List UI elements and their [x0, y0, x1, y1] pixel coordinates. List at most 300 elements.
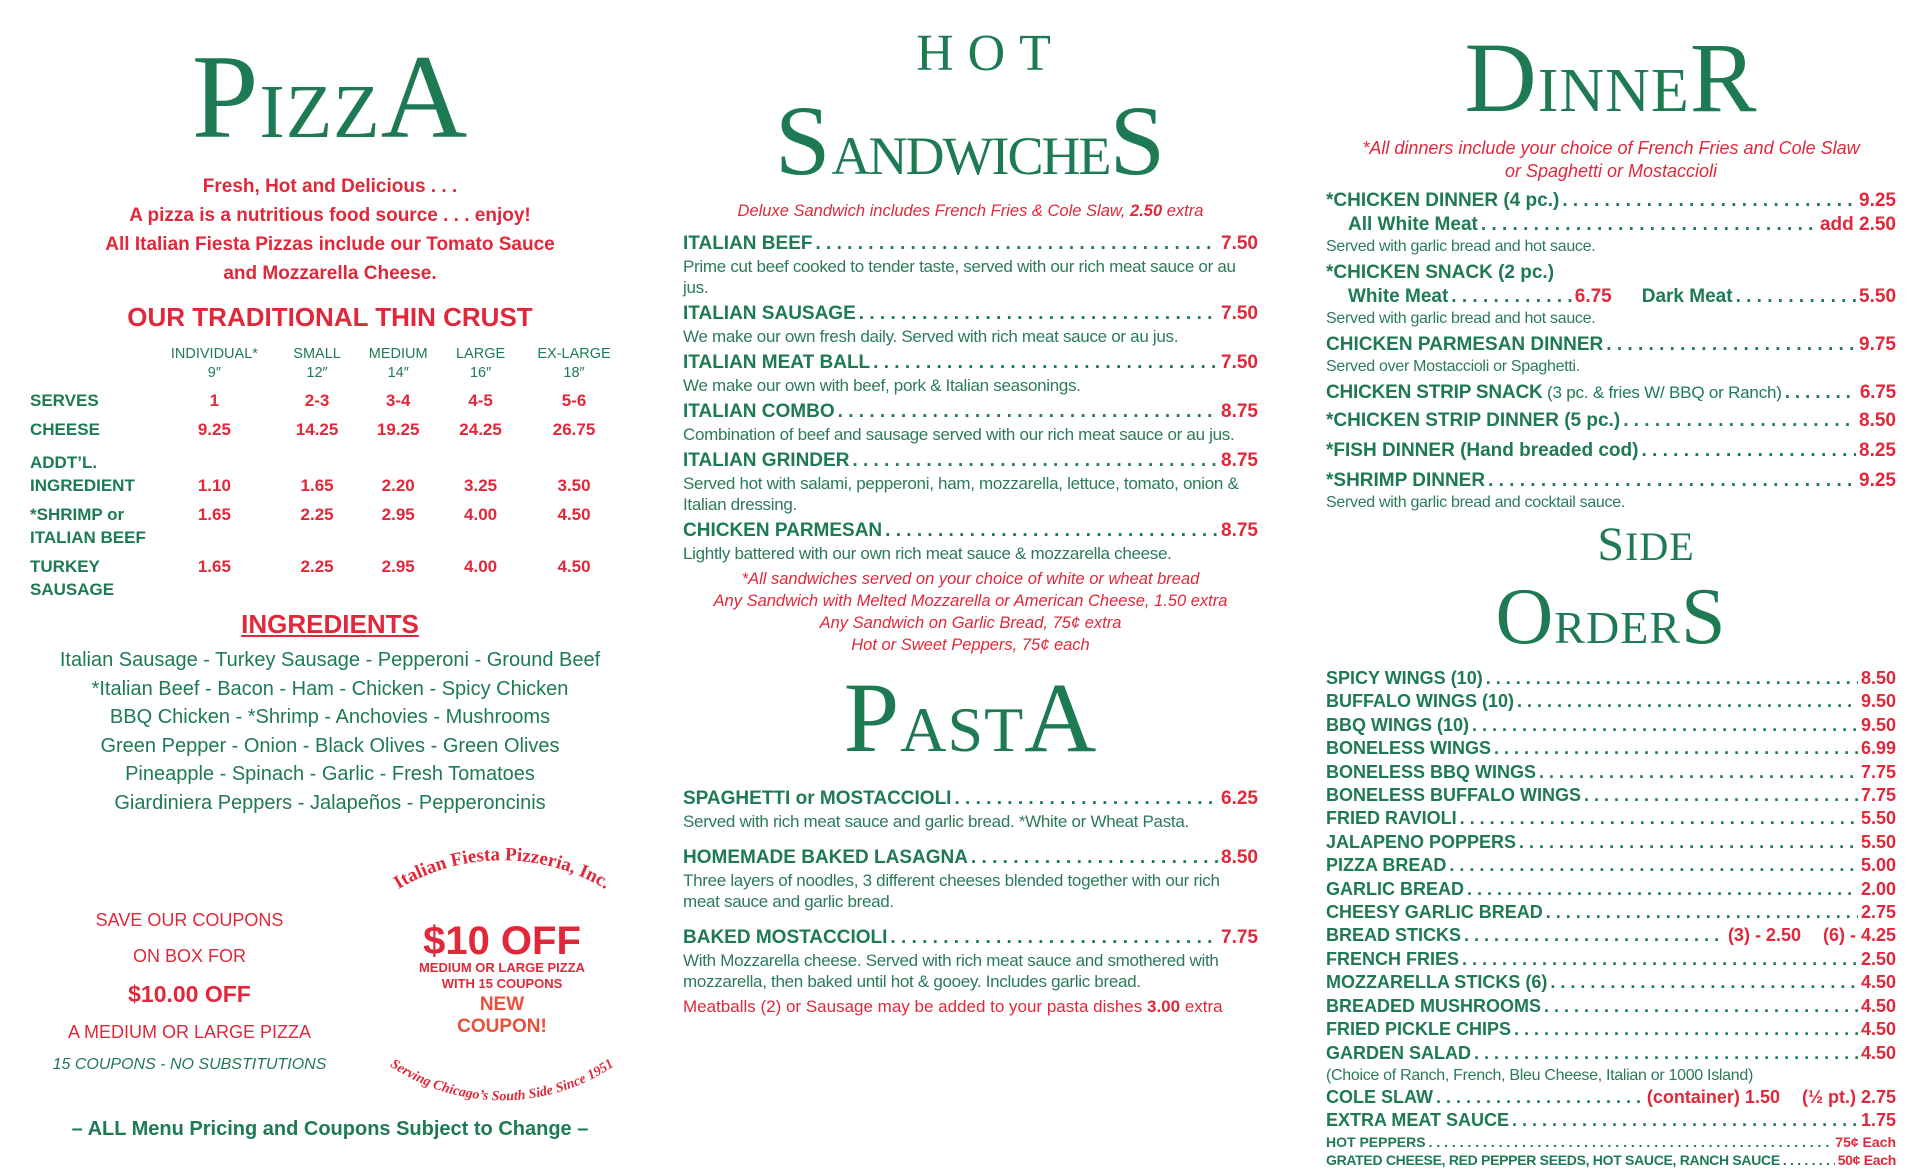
dot-leader	[1550, 971, 1858, 994]
dot-leader	[1512, 1109, 1858, 1132]
sandwich-note: Hot or Sweet Peppers, 75¢ each	[851, 636, 1090, 654]
dot-leader	[1584, 784, 1858, 807]
price-cell: 4.00	[464, 505, 498, 524]
size-name: SMALL	[293, 346, 341, 362]
dot-leader	[1486, 667, 1858, 690]
size-inches: 12″	[306, 365, 328, 381]
price-cell: 3-4	[385, 391, 411, 410]
item-description: Served with garlic bread and cocktail sauce.	[1326, 494, 1625, 511]
pasta-note-text: Meatballs (2) or Sausage may be added to your pasta dishes	[683, 997, 1147, 1016]
dot-leader	[1449, 854, 1858, 877]
title-letters: INNE	[1537, 57, 1690, 125]
item-price: 2.75	[1860, 902, 1896, 923]
row-label-line: SAUSAGE	[30, 580, 115, 599]
menu-item	[1326, 667, 1896, 690]
pizza-table-row	[30, 383, 630, 412]
item-name: CHEESY GARLIC BREAD	[1326, 902, 1543, 923]
price-cell: 4.50	[557, 505, 591, 524]
item-name: BREAD STICKS	[1326, 925, 1462, 946]
menu-entry	[683, 846, 1258, 912]
item-name: EXTRA MEAT SAUCE	[1326, 1110, 1510, 1131]
title-side	[1326, 517, 1896, 572]
item-description: Three layers of noodles, 3 different cheeses blended together with our rich meat sauce and garlic bread.	[683, 871, 1220, 911]
menu-item	[1326, 807, 1896, 830]
title-letter: D	[1464, 22, 1538, 133]
item-name: BONELESS WINGS	[1326, 738, 1492, 759]
dot-leader	[873, 351, 1218, 375]
coupon-line: SAVE OUR COUPONS	[95, 910, 284, 930]
item-price: 7.75	[1860, 785, 1896, 806]
item-description: Prime cut beef cooked to tender taste, served with our rich meat sauce or au jus.	[683, 257, 1236, 297]
menu-entry	[1326, 831, 1896, 854]
sandwich-notes	[683, 568, 1258, 656]
side-items-group	[1326, 667, 1896, 924]
row-label-line: INGREDIENT	[30, 476, 135, 495]
ingredients-heading: INGREDIENTS	[241, 609, 419, 639]
item-name: FRIED PICKLE CHIPS	[1326, 1019, 1512, 1040]
menu-item	[683, 449, 1258, 473]
dot-leader	[1494, 737, 1858, 760]
size-header	[148, 345, 281, 383]
side-orders-title	[1326, 517, 1896, 663]
dot-leader	[1514, 1018, 1858, 1041]
dot-leader	[815, 232, 1218, 256]
size-header	[281, 345, 354, 383]
item-name: MOZZARELLA STICKS (6)	[1326, 972, 1548, 993]
side-orders-list	[1326, 667, 1896, 1169]
menu-entry	[1326, 667, 1896, 690]
deluxe-note	[683, 200, 1258, 222]
dot-leader	[1460, 807, 1858, 830]
item-price: (3) - 2.50	[1727, 925, 1801, 946]
price-cell: 2-3	[304, 391, 330, 410]
menu-item	[1326, 737, 1896, 760]
ingredients-line: Italian Sausage - Turkey Sausage - Pepperoni - Ground Beef	[59, 649, 601, 671]
item-price: (container) 1.50	[1646, 1086, 1780, 1107]
item-price: 6.75	[1859, 382, 1896, 403]
item-name: White Meat	[1348, 286, 1449, 307]
size-inches: 9″	[207, 365, 221, 381]
stamp-offer-sub: WITH 15 COUPONS	[441, 976, 563, 991]
pasta-list	[683, 787, 1258, 992]
title-sandwiches	[683, 83, 1258, 198]
title-orders	[1326, 572, 1896, 663]
item-price: 7.50	[1221, 303, 1258, 324]
item-description: (Choice of Ranch, French, Bleu Cheese, Italian or 1000 Island)	[1326, 1066, 1753, 1084]
menu-item	[683, 519, 1258, 543]
pizza-table-row	[30, 441, 630, 497]
price-cell: 2.25	[300, 557, 334, 576]
menu-item	[1326, 285, 1896, 309]
item-name: CHICKEN PARMESAN	[683, 520, 883, 541]
title-letter: S	[1680, 573, 1727, 661]
item-name: ITALIAN BEEF	[683, 233, 813, 254]
title-letters: IZZ	[259, 70, 381, 154]
menu-item	[683, 846, 1258, 870]
pasta-title	[683, 660, 1258, 775]
coupon-line: A MEDIUM OR LARGE PIZZA	[67, 1022, 312, 1042]
item-price: 8.25	[1859, 440, 1896, 461]
item-description: Served over Mostaccioli or Spaghetti.	[1326, 358, 1580, 375]
menu-item	[1326, 831, 1896, 854]
size-name: INDIVIDUAL*	[170, 346, 258, 362]
dot-leader	[1474, 1042, 1858, 1065]
menu-entry	[1326, 854, 1896, 877]
stamp-arc-top	[390, 848, 614, 894]
menu-item	[683, 400, 1258, 424]
size-name: LARGE	[455, 346, 506, 362]
dot-leader	[1451, 285, 1571, 309]
title-letter: A	[380, 30, 469, 163]
item-description: Served hot with salami, pepperoni, ham, mozzarella, lettuce, tomato, onion & Italian dressing.	[683, 474, 1239, 514]
size-name: MEDIUM	[368, 346, 428, 362]
stamp-arc-bottom-text: Serving Chicago’s South Side Since 1951	[387, 1056, 617, 1105]
title-letter: S	[774, 85, 832, 196]
pizza-price-table	[30, 345, 630, 601]
coupon-info	[22, 902, 357, 1080]
menu-item	[1326, 1018, 1896, 1041]
dot-leader	[890, 926, 1218, 950]
hot-sandwiches-title	[683, 24, 1258, 198]
menu-item	[683, 351, 1258, 375]
pizza-table-row	[30, 549, 630, 601]
dinner-list	[1326, 189, 1896, 513]
title-letters: IDE	[1625, 524, 1695, 569]
sandwiches-column	[683, 0, 1258, 1018]
item-price: 4.50	[1860, 995, 1896, 1016]
menu-item	[1326, 261, 1896, 285]
item-price: 9.25	[1859, 470, 1896, 491]
pizza-title	[30, 28, 630, 166]
item-name: *CHICKEN STRIP DINNER (5 pc.)	[1326, 410, 1621, 431]
sandwich-note: Any Sandwich on Garlic Bread, 75¢ extra	[819, 614, 1122, 632]
price-cell: 2.20	[381, 476, 415, 495]
pizza-column	[30, 0, 630, 818]
item-name: ITALIAN MEAT BALL	[683, 352, 871, 373]
empty-header	[30, 345, 148, 383]
title-letter: R	[1689, 22, 1758, 133]
pizza-table-row	[30, 497, 630, 549]
price-cell: 4.50	[557, 557, 591, 576]
item-price: 7.75	[1221, 927, 1258, 948]
price-cell: 2.25	[300, 505, 334, 524]
pizza-intro	[30, 172, 630, 288]
menu-item	[683, 787, 1258, 811]
menu-item	[1326, 924, 1896, 947]
dot-leader	[1467, 878, 1858, 901]
item-name: HOT PEPPERS	[1326, 1133, 1426, 1150]
menu-entry	[1326, 761, 1896, 784]
item-name	[1326, 381, 1782, 405]
item-price: 7.75	[1860, 761, 1896, 782]
item-name: *CHICKEN SNACK (2 pc.)	[1326, 262, 1555, 283]
price-cell: 4-5	[468, 391, 493, 410]
intro-line: All Italian Fiesta Pizzas include our Tomato Sauce	[105, 234, 555, 255]
item-name: CHICKEN PARMESAN DINNER	[1326, 334, 1604, 355]
ingredients-list	[30, 646, 630, 818]
stamp-arc-top-text: Italian Fiesta Pizzeria, Inc.	[390, 848, 614, 894]
item-name: JALAPENO POPPERS	[1326, 831, 1517, 852]
dinner-note	[1326, 137, 1896, 183]
menu-entry	[1326, 1018, 1896, 1041]
menu-entry	[683, 232, 1258, 298]
dot-leader	[1429, 1133, 1833, 1151]
dot-leader	[1488, 469, 1856, 493]
price-cell: 14.25	[295, 420, 339, 439]
dot-leader	[885, 519, 1218, 543]
stamp-new: NEW	[479, 994, 525, 1015]
item-name: ITALIAN SAUSAGE	[683, 303, 856, 324]
menu-item	[1326, 1133, 1896, 1151]
menu-entry	[1326, 995, 1896, 1018]
item-name: FRENCH FRIES	[1326, 948, 1460, 969]
coupon-line: $10.00 OFF	[128, 981, 251, 1007]
stamp-arc-bottom	[387, 1057, 616, 1105]
menu-item	[1326, 878, 1896, 901]
dot-leader	[838, 400, 1218, 424]
menu-item	[1326, 381, 1896, 405]
item-price: (6) - 4.25	[1822, 925, 1896, 946]
menu-entry	[1326, 948, 1896, 971]
price-cell: 1.10	[197, 476, 231, 495]
item-price: 5.50	[1859, 286, 1897, 307]
menu-entry	[1326, 690, 1896, 713]
price-cell: 19.25	[376, 420, 420, 439]
menu-item	[1326, 714, 1896, 737]
ingredients-line: Giardiniera Peppers - Jalapeños - Pepperoncinis	[114, 791, 546, 814]
item-price: 5.50	[1860, 808, 1896, 829]
item-price: 7.50	[1221, 352, 1258, 373]
dot-leader	[1785, 381, 1857, 405]
sandwich-note: *All sandwiches served on your choice of white or wheat bread	[741, 570, 1200, 588]
item-price: 75¢ Each	[1835, 1133, 1896, 1150]
item-description: We make our own fresh daily. Served with rich meat sauce or au jus.	[683, 327, 1179, 346]
deluxe-note-text: Deluxe Sandwich includes French Fries & Cole Slaw,	[737, 202, 1131, 220]
price-cell: 1	[209, 391, 220, 410]
row-label-line: TURKEY	[30, 557, 100, 576]
title-letter: A	[1024, 662, 1098, 773]
dot-leader	[1736, 285, 1856, 309]
pizza-table-row	[30, 412, 630, 441]
price-cell: 9.25	[197, 420, 231, 439]
dot-leader	[1641, 439, 1856, 463]
row-label	[30, 549, 148, 601]
item-name: SPICY WINGS (10)	[1326, 668, 1483, 688]
item-name: BUFFALO WINGS (10)	[1326, 691, 1514, 712]
item-name: GRATED CHEESE, RED PEPPER SEEDS, HOT SAUCE, RANCH SAUCE	[1326, 1151, 1780, 1168]
item-price: 8.50	[1860, 668, 1896, 688]
menu-entry	[683, 400, 1258, 445]
menu-entry	[1326, 807, 1896, 830]
item-detail: (3 pc. & fries W/ BBQ or Ranch)	[1542, 383, 1782, 402]
dot-leader	[1606, 333, 1856, 357]
row-label-line: CHEESE	[30, 420, 100, 439]
dot-leader	[1464, 924, 1725, 947]
item-name: GARDEN SALAD	[1326, 1042, 1472, 1063]
row-label-line: SERVES	[30, 391, 99, 410]
menu-item	[1326, 761, 1896, 784]
title-letter: S	[1597, 518, 1626, 571]
row-label	[30, 383, 148, 412]
dot-leader	[852, 449, 1218, 473]
intro-line: and Mozzarella Cheese.	[223, 263, 437, 284]
dinner-note-line: *All dinners include your choice of French Fries and Cole Slaw	[1362, 138, 1860, 158]
item-description: Combination of beef and sausage served with our rich meat sauce or au jus.	[683, 425, 1235, 444]
dot-leader	[1539, 761, 1858, 784]
menu-entry	[683, 351, 1258, 396]
menu-item	[1326, 439, 1896, 463]
sandwich-note: Any Sandwich with Melted Mozzarella or American Cheese, 1.50 extra	[713, 592, 1228, 610]
item-name: BAKED MOSTACCIOLI	[683, 927, 888, 948]
item-price: 6.99	[1860, 738, 1896, 759]
dot-leader	[1623, 409, 1856, 433]
item-name: ITALIAN COMBO	[683, 401, 835, 422]
deluxe-note-text: extra	[1162, 202, 1204, 220]
item-description: With Mozzarella cheese. Served with rich meat sauce and smothered with mozzarella, then baked until hot & gooey. Includes garlic bread.	[683, 951, 1219, 991]
size-inches: 14″	[387, 365, 409, 381]
item-name: *CHICKEN DINNER (4 pc.)	[1326, 190, 1560, 211]
menu-entry	[1326, 784, 1896, 807]
sandwich-list	[683, 232, 1258, 564]
menu-item	[683, 232, 1258, 256]
item-name: *FISH DINNER (Hand breaded cod)	[1326, 440, 1639, 461]
item-name: SPAGHETTI or MOSTACCIOLI	[683, 788, 952, 809]
item-price: 7.50	[1221, 233, 1258, 254]
item-price: 4.50	[1860, 1042, 1896, 1063]
item-name: ITALIAN GRINDER	[683, 450, 850, 471]
title-letter: S	[1109, 85, 1167, 196]
menu-entry	[1326, 1042, 1896, 1065]
item-name: FRIED RAVIOLI	[1326, 808, 1457, 829]
item-price: 8.75	[1221, 520, 1258, 541]
row-label-line: ADDT’L.	[30, 453, 98, 472]
item-price: 8.75	[1221, 401, 1258, 422]
size-inches: 16″	[469, 365, 492, 381]
side-items-group	[1326, 948, 1896, 1065]
coupon-stamp	[362, 848, 642, 1110]
intro-line: Fresh, Hot and Delicious . . .	[202, 176, 458, 197]
dinner-title	[1326, 20, 1896, 135]
item-description: Lightly battered with our own rich meat sauce & mozzarella cheese.	[683, 544, 1172, 563]
row-label	[30, 412, 148, 441]
menu-item	[1326, 690, 1896, 713]
item-description: Served with rich meat sauce and garlic bread. *White or Wheat Pasta.	[683, 812, 1189, 831]
item-name: BBQ WINGS (10)	[1326, 714, 1470, 735]
title-letter: O	[1495, 573, 1555, 661]
item-price: 2.50	[1860, 948, 1896, 969]
price-cell: 1.65	[197, 505, 231, 524]
menu-entry	[1326, 737, 1896, 760]
ingredients-line: Green Pepper - Onion - Black Olives - Green Olives	[100, 734, 560, 757]
menu-item	[1326, 1109, 1896, 1132]
price-cell: 2.95	[381, 557, 415, 576]
menu-item	[1326, 854, 1896, 877]
item-name: *SHRIMP DINNER	[1326, 470, 1486, 491]
item-price: 4.50	[1860, 1019, 1896, 1040]
menu-item	[1326, 901, 1896, 924]
item-price: 9.25	[1859, 190, 1896, 211]
item-name: BONELESS BUFFALO WINGS	[1326, 785, 1582, 806]
menu-entry	[683, 519, 1258, 564]
item-price: 4.50	[1860, 972, 1896, 993]
dinner-column	[1326, 0, 1896, 1169]
menu-item	[1326, 1042, 1896, 1065]
item-price: 9.50	[1860, 714, 1896, 735]
item-price: 6.25	[1221, 788, 1258, 809]
menu-item	[1326, 784, 1896, 807]
price-cell: 5-6	[561, 391, 587, 410]
item-name: BREADED MUSHROOMS	[1326, 995, 1542, 1016]
menu-entry	[683, 926, 1258, 992]
thin-crust-heading: OUR TRADITIONAL THIN CRUST	[127, 302, 533, 332]
title-letters: ANDWICHE	[831, 126, 1110, 186]
menu-item	[1326, 213, 1896, 237]
stamp-offer: $10 OFF	[423, 919, 581, 963]
item-price: 8.50	[1221, 847, 1258, 868]
title-letter: P	[843, 662, 901, 773]
menu-item	[1326, 469, 1896, 493]
menu-item	[1326, 409, 1896, 433]
size-header	[353, 345, 443, 383]
title-letter: P	[191, 30, 260, 163]
dot-leader	[1783, 1151, 1835, 1169]
row-label-line: *SHRIMP or	[30, 505, 125, 524]
item-name-text: CHICKEN STRIP SNACK	[1326, 382, 1543, 403]
item-price: 1.75	[1860, 1110, 1896, 1131]
item-price: 5.50	[1860, 831, 1896, 852]
menu-item	[683, 926, 1258, 950]
menu-entry	[1326, 901, 1896, 924]
dot-leader	[1462, 948, 1858, 971]
menu-item	[1326, 1151, 1896, 1169]
pasta-note-text: extra	[1180, 997, 1223, 1016]
dot-leader	[1481, 213, 1817, 237]
row-label	[30, 441, 148, 497]
dot-leader	[1546, 901, 1858, 924]
dot-leader	[954, 787, 1218, 811]
item-price: 9.50	[1860, 691, 1896, 712]
menu-item	[683, 302, 1258, 326]
size-header	[518, 345, 630, 383]
item-name: COLE SLAW	[1326, 1086, 1433, 1107]
dot-leader	[971, 846, 1218, 870]
coupon-line: ON BOX FOR	[132, 946, 246, 966]
item-name: All White Meat	[1348, 214, 1478, 235]
title-letters: AST	[900, 694, 1025, 765]
item-name: Dark Meat	[1641, 286, 1733, 307]
size-header	[443, 345, 518, 383]
item-price: add 2.50	[1819, 214, 1896, 235]
item-description: Served with garlic bread and hot sauce.	[1326, 238, 1596, 255]
ingredients-line: Pineapple - Spinach - Garlic - Fresh Tomatoes	[125, 763, 535, 786]
dot-leader	[1436, 1086, 1644, 1109]
dot-leader	[1544, 995, 1858, 1018]
menu-entry	[683, 302, 1258, 347]
intro-line: A pizza is a nutritious food source . . . enjoy!	[129, 205, 531, 226]
dot-leader	[1472, 714, 1858, 737]
price-cell: 1.65	[197, 557, 231, 576]
row-label-line: ITALIAN BEEF	[30, 528, 146, 547]
dot-leader	[859, 302, 1218, 326]
item-name: PIZZA BREAD	[1326, 855, 1447, 876]
dot-leader	[1519, 831, 1858, 854]
item-name: BONELESS BBQ WINGS	[1326, 761, 1537, 782]
menu-item	[1326, 189, 1896, 213]
item-price: 6.75	[1574, 286, 1612, 307]
stamp-offer-sub: MEDIUM OR LARGE PIZZA	[418, 960, 586, 975]
coupon-line: 15 COUPONS - NO SUBSTITUTIONS	[52, 1056, 327, 1073]
price-cell: 24.25	[459, 420, 502, 439]
